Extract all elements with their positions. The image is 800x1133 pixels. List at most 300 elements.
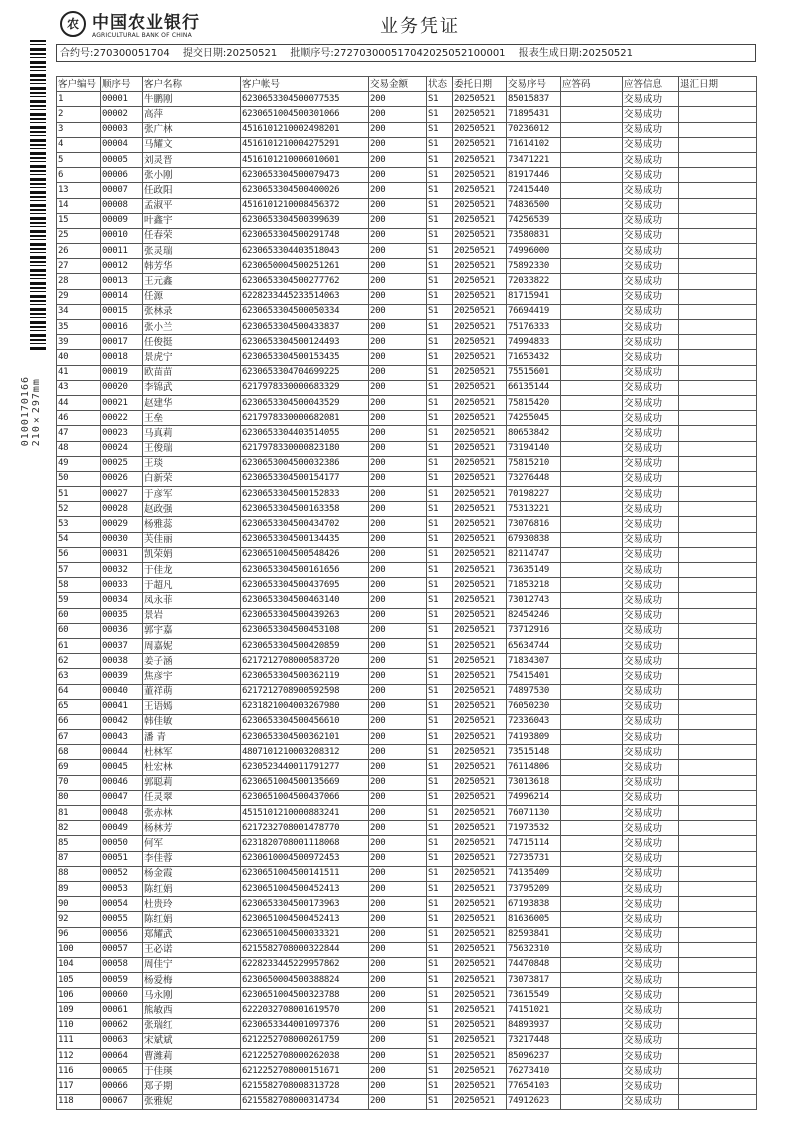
table-cell: 35 [57, 320, 101, 335]
table-cell: 凤永菲 [143, 593, 241, 608]
table-row [57, 259, 757, 274]
table-cell: 郭聪莉 [143, 775, 241, 790]
table-cell: 交易成功 [623, 1018, 679, 1033]
table-cell: 77654103 [507, 1079, 561, 1094]
abc-logo-icon: 农 [60, 11, 86, 37]
table-cell: 6215582708000322844 [241, 942, 369, 957]
table-cell [561, 502, 623, 517]
table-cell: 任灵翠 [143, 790, 241, 805]
table-cell: S1 [427, 927, 453, 942]
table-cell [679, 335, 757, 350]
table-cell: 200 [369, 502, 427, 517]
table-row [57, 395, 757, 410]
table-cell: 交易成功 [623, 1003, 679, 1018]
table-cell: 交易成功 [623, 1079, 679, 1094]
table-cell: 郑子期 [143, 1079, 241, 1094]
table-cell: 200 [369, 684, 427, 699]
table-cell: S1 [427, 1003, 453, 1018]
table-cell: 6217978330000682081 [241, 411, 369, 426]
table-cell: 105 [57, 973, 101, 988]
table-cell: S1 [427, 654, 453, 669]
table-cell: 74256539 [507, 213, 561, 228]
table-cell: 交易成功 [623, 1094, 679, 1109]
table-cell: 65 [57, 699, 101, 714]
table-cell: 任春荣 [143, 228, 241, 243]
table-cell: 00062 [101, 1018, 143, 1033]
table-cell [679, 456, 757, 471]
table-cell: 6230653304500161656 [241, 563, 369, 578]
table-cell: 1 [57, 92, 101, 107]
table-cell [561, 122, 623, 137]
table-cell: 72033822 [507, 274, 561, 289]
table-cell: 200 [369, 441, 427, 456]
table-cell [679, 760, 757, 775]
table-cell [679, 517, 757, 532]
table-cell: S1 [427, 563, 453, 578]
table-cell [679, 487, 757, 502]
table-cell: 高萍 [143, 107, 241, 122]
table-cell: 00021 [101, 395, 143, 410]
bank-logo [60, 8, 200, 39]
transactions-table [56, 76, 757, 1110]
table-cell: 00048 [101, 806, 143, 821]
table-cell: 200 [369, 745, 427, 760]
column-header: 交易序号 [507, 77, 561, 92]
table-cell: 韩佳敏 [143, 714, 241, 729]
table-cell [679, 274, 757, 289]
table-cell: 75815420 [507, 395, 561, 410]
table-cell: 焦彦宇 [143, 669, 241, 684]
table-cell: 70236012 [507, 122, 561, 137]
table-cell: S1 [427, 1049, 453, 1064]
table-cell: 6230653304500437695 [241, 578, 369, 593]
table-cell: 交易成功 [623, 760, 679, 775]
table-cell: 20250521 [453, 289, 507, 304]
table-row [57, 957, 757, 972]
table-cell: 6222032708001619570 [241, 1003, 369, 1018]
table-cell: 80653842 [507, 426, 561, 441]
table-cell: S1 [427, 259, 453, 274]
table-cell [561, 441, 623, 456]
table-cell: 交易成功 [623, 304, 679, 319]
table-cell: 66 [57, 714, 101, 729]
table-cell: 200 [369, 532, 427, 547]
table-cell [561, 623, 623, 638]
table-cell [561, 168, 623, 183]
table-cell: 6230653304500134435 [241, 532, 369, 547]
table-row [57, 274, 757, 289]
table-cell [561, 897, 623, 912]
table-cell: 00024 [101, 441, 143, 456]
table-cell [561, 487, 623, 502]
table-cell: 20250521 [453, 259, 507, 274]
table-row [57, 927, 757, 942]
table-cell: 20250521 [453, 168, 507, 183]
table-cell [679, 502, 757, 517]
table-cell: 20250521 [453, 1033, 507, 1048]
table-cell: 110 [57, 1018, 101, 1033]
table-cell: 48 [57, 441, 101, 456]
table-cell: 张林录 [143, 304, 241, 319]
table-cell: 00037 [101, 638, 143, 653]
table-cell: 6230650004500251261 [241, 259, 369, 274]
column-header: 应答信息 [623, 77, 679, 92]
table-cell: 20250521 [453, 942, 507, 957]
column-header: 客户名称 [143, 77, 241, 92]
table-cell: 87 [57, 851, 101, 866]
table-cell: 20250521 [453, 213, 507, 228]
table-cell: 于佳瑛 [143, 1064, 241, 1079]
table-cell [679, 1033, 757, 1048]
table-cell: 200 [369, 942, 427, 957]
table-cell: 67930838 [507, 532, 561, 547]
table-cell [679, 304, 757, 319]
table-cell: 69 [57, 760, 101, 775]
table-cell: 63 [57, 669, 101, 684]
table-cell [561, 137, 623, 152]
table-cell [561, 730, 623, 745]
table-cell: S1 [427, 790, 453, 805]
table-cell [679, 411, 757, 426]
table-cell: 20250521 [453, 426, 507, 441]
table-cell: 6230650004500388824 [241, 973, 369, 988]
table-cell: 00051 [101, 851, 143, 866]
table-cell: 00023 [101, 426, 143, 441]
table-cell: 74996000 [507, 244, 561, 259]
table-cell [561, 563, 623, 578]
table-row [57, 699, 757, 714]
table-cell: 张瑞红 [143, 1018, 241, 1033]
table-cell [679, 441, 757, 456]
table-cell [679, 866, 757, 881]
table-cell: 6230653304500079473 [241, 168, 369, 183]
table-cell: 交易成功 [623, 912, 679, 927]
table-row [57, 912, 757, 927]
table-cell: 交易成功 [623, 456, 679, 471]
table-cell: S1 [427, 1018, 453, 1033]
table-cell: 200 [369, 335, 427, 350]
table-cell: 交易成功 [623, 973, 679, 988]
table-cell: 75176333 [507, 320, 561, 335]
table-cell: 牛鹏刚 [143, 92, 241, 107]
table-cell [679, 395, 757, 410]
table-cell: 00065 [101, 1064, 143, 1079]
table-cell [561, 1003, 623, 1018]
table-cell: 51 [57, 487, 101, 502]
table-cell: 潘 青 [143, 730, 241, 745]
table-row [57, 866, 757, 881]
table-cell: 杨林芳 [143, 821, 241, 836]
table-cell: 92 [57, 912, 101, 927]
table-cell: 6230651004500452413 [241, 881, 369, 896]
table-cell [561, 244, 623, 259]
table-cell: 200 [369, 228, 427, 243]
table-cell: 6230653304403514055 [241, 426, 369, 441]
table-cell: 34 [57, 304, 101, 319]
column-header: 顺序号 [101, 77, 143, 92]
table-cell: 00029 [101, 517, 143, 532]
table-cell: 27 [57, 259, 101, 274]
table-cell: S1 [427, 1033, 453, 1048]
table-cell: 交易成功 [623, 714, 679, 729]
table-cell: 6230653304500439263 [241, 608, 369, 623]
table-cell: S1 [427, 456, 453, 471]
table-cell: 70 [57, 775, 101, 790]
table-cell: 54 [57, 532, 101, 547]
table-cell: 6230651004500301066 [241, 107, 369, 122]
table-cell: 6230653304704699225 [241, 365, 369, 380]
table-cell [679, 608, 757, 623]
table-cell: 6230653304500291748 [241, 228, 369, 243]
table-cell: S1 [427, 350, 453, 365]
table-cell: 6230653304500153435 [241, 350, 369, 365]
table-cell: 交易成功 [623, 335, 679, 350]
table-cell [561, 821, 623, 836]
table-cell: 交易成功 [623, 517, 679, 532]
table-cell: 凯荣娟 [143, 547, 241, 562]
table-cell: 200 [369, 1018, 427, 1033]
table-cell: 杜贵玲 [143, 897, 241, 912]
table-row [57, 745, 757, 760]
table-cell: 陈红娟 [143, 912, 241, 927]
table-cell: 交易成功 [623, 821, 679, 836]
table-cell: 20250521 [453, 1064, 507, 1079]
table-row [57, 380, 757, 395]
table-cell: 64 [57, 684, 101, 699]
table-cell: 200 [369, 304, 427, 319]
table-cell [679, 957, 757, 972]
table-cell: 200 [369, 638, 427, 653]
table-row [57, 213, 757, 228]
table-cell [679, 122, 757, 137]
table-cell: 姜子涵 [143, 654, 241, 669]
table-cell: 交易成功 [623, 471, 679, 486]
table-cell: S1 [427, 471, 453, 486]
table-row [57, 760, 757, 775]
table-cell: 74151021 [507, 1003, 561, 1018]
table-cell: 00015 [101, 304, 143, 319]
table-cell: 6230651004500141511 [241, 866, 369, 881]
table-cell [561, 456, 623, 471]
table-cell: 00012 [101, 259, 143, 274]
table-cell: S1 [427, 517, 453, 532]
table-cell: 20250521 [453, 973, 507, 988]
table-cell: 71614102 [507, 137, 561, 152]
table-row [57, 304, 757, 319]
table-cell: 20250521 [453, 593, 507, 608]
table-cell [679, 152, 757, 167]
table-cell: 6230653004500032386 [241, 456, 369, 471]
meta-bar [56, 44, 756, 62]
table-cell: 孟淑平 [143, 198, 241, 213]
table-row [57, 426, 757, 441]
table-cell [561, 517, 623, 532]
table-cell: 200 [369, 623, 427, 638]
table-row [57, 365, 757, 380]
table-cell [679, 745, 757, 760]
table-cell: 20250521 [453, 1094, 507, 1109]
table-cell: 76694419 [507, 304, 561, 319]
table-cell: 交易成功 [623, 699, 679, 714]
table-cell: 200 [369, 593, 427, 608]
table-cell: 00061 [101, 1003, 143, 1018]
table-cell: 20250521 [453, 228, 507, 243]
table-cell [679, 547, 757, 562]
table-cell: 81715941 [507, 289, 561, 304]
table-cell: 4516101210008456372 [241, 198, 369, 213]
table-cell: 郭宇嘉 [143, 623, 241, 638]
table-cell: 82 [57, 821, 101, 836]
table-cell: 20250521 [453, 638, 507, 653]
table-cell: 任俊挺 [143, 335, 241, 350]
table-cell: S1 [427, 897, 453, 912]
table-cell: 200 [369, 821, 427, 836]
table-cell: 5 [57, 152, 101, 167]
table-cell [561, 259, 623, 274]
table-cell: 75815210 [507, 456, 561, 471]
table-cell: 交易成功 [623, 350, 679, 365]
table-cell: 96 [57, 927, 101, 942]
table-cell: 交易成功 [623, 1033, 679, 1048]
table-cell: 84893937 [507, 1018, 561, 1033]
table-cell: 20250521 [453, 806, 507, 821]
table-cell: 75892330 [507, 259, 561, 274]
table-cell: 20250521 [453, 304, 507, 319]
table-cell: 118 [57, 1094, 101, 1109]
table-cell: S1 [427, 912, 453, 927]
table-cell: S1 [427, 365, 453, 380]
table-row [57, 1064, 757, 1079]
table-cell: 200 [369, 152, 427, 167]
table-cell: 张广林 [143, 122, 241, 137]
table-cell: 200 [369, 897, 427, 912]
table-cell: 6230653344001097376 [241, 1018, 369, 1033]
table-cell: 00027 [101, 487, 143, 502]
table-cell: 00054 [101, 897, 143, 912]
column-header: 客户帐号 [241, 77, 369, 92]
table-cell [679, 365, 757, 380]
table-cell: 杨金霞 [143, 866, 241, 881]
table-cell: 张灵瑞 [143, 244, 241, 259]
table-row [57, 881, 757, 896]
table-cell: 00066 [101, 1079, 143, 1094]
table-cell [679, 593, 757, 608]
table-cell: 20250521 [453, 517, 507, 532]
table-cell: 00057 [101, 942, 143, 957]
table-cell [679, 654, 757, 669]
table-cell: 00005 [101, 152, 143, 167]
table-cell: 74193809 [507, 730, 561, 745]
table-cell: 00028 [101, 502, 143, 517]
table-cell [679, 563, 757, 578]
table-row [57, 806, 757, 821]
table-cell: 74996214 [507, 790, 561, 805]
table-cell: 6230653304500154177 [241, 471, 369, 486]
table-cell: S1 [427, 1094, 453, 1109]
table-cell: 6217232708001478770 [241, 821, 369, 836]
table-cell [561, 228, 623, 243]
table-cell: 20250521 [453, 578, 507, 593]
table-cell: 200 [369, 487, 427, 502]
table-cell: 53 [57, 517, 101, 532]
table-cell: 200 [369, 122, 427, 137]
table-cell: 49 [57, 456, 101, 471]
table-cell [679, 851, 757, 866]
table-cell [561, 836, 623, 851]
table-cell: 26 [57, 244, 101, 259]
table-row [57, 1079, 757, 1094]
table-cell: 80 [57, 790, 101, 805]
table-cell: 6215582708008313728 [241, 1079, 369, 1094]
table-cell: 00006 [101, 168, 143, 183]
table-cell [561, 289, 623, 304]
column-header: 状态 [427, 77, 453, 92]
table-cell: 6230523440011791277 [241, 760, 369, 775]
table-cell: 74255045 [507, 411, 561, 426]
table-cell: 4516101210006010601 [241, 152, 369, 167]
table-cell [679, 168, 757, 183]
table-cell: 交易成功 [623, 198, 679, 213]
table-cell: 200 [369, 957, 427, 972]
table-cell: 6230653304500400026 [241, 183, 369, 198]
table-cell: 20250521 [453, 183, 507, 198]
table-cell: 20250521 [453, 107, 507, 122]
table-cell [561, 942, 623, 957]
table-cell [679, 213, 757, 228]
table-cell: 于超凡 [143, 578, 241, 593]
table-row [57, 1003, 757, 1018]
table-cell: S1 [427, 821, 453, 836]
table-cell [561, 699, 623, 714]
table-cell: 13 [57, 183, 101, 198]
table-cell: 杜宏林 [143, 760, 241, 775]
table-cell: 200 [369, 289, 427, 304]
table-cell [561, 988, 623, 1003]
table-cell: 200 [369, 1064, 427, 1079]
table-cell [561, 395, 623, 410]
table-cell [561, 365, 623, 380]
table-cell: 72735731 [507, 851, 561, 866]
table-cell [679, 821, 757, 836]
table-cell [679, 714, 757, 729]
table-cell: 73580831 [507, 228, 561, 243]
table-cell: 73276448 [507, 471, 561, 486]
table-cell: 王俊瑞 [143, 441, 241, 456]
table-cell: S1 [427, 957, 453, 972]
table-cell [679, 806, 757, 821]
table-cell: 交易成功 [623, 168, 679, 183]
table-cell: 交易成功 [623, 441, 679, 456]
table-cell: S1 [427, 320, 453, 335]
table-cell: 6217212708900592598 [241, 684, 369, 699]
table-cell: 王琰 [143, 456, 241, 471]
table-row [57, 775, 757, 790]
table-cell: 73615549 [507, 988, 561, 1003]
table-cell: 112 [57, 1049, 101, 1064]
table-cell: 6230651004500548426 [241, 547, 369, 562]
table-cell: 交易成功 [623, 623, 679, 638]
table-cell: 马耀文 [143, 137, 241, 152]
table-cell [561, 335, 623, 350]
table-cell: 00041 [101, 699, 143, 714]
table-cell: 4516101210004275291 [241, 137, 369, 152]
table-cell: 20250521 [453, 411, 507, 426]
table-cell: 73471221 [507, 152, 561, 167]
table-cell: 6228233445229957862 [241, 957, 369, 972]
table-cell [679, 1094, 757, 1109]
table-row [57, 502, 757, 517]
table-row [57, 942, 757, 957]
